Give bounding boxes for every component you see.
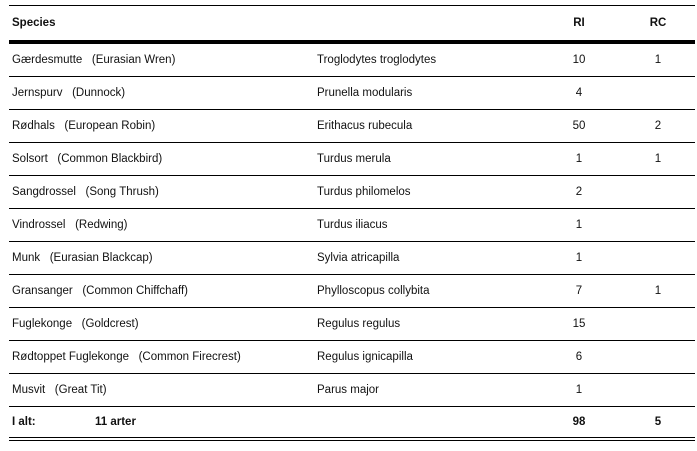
header-ri: RI bbox=[573, 17, 585, 29]
total-rc: 5 bbox=[654, 416, 662, 428]
header-species: Species bbox=[12, 17, 56, 29]
rc-value bbox=[629, 374, 687, 406]
rc-value bbox=[629, 242, 687, 274]
table-header bbox=[9, 6, 695, 44]
common-name: Sangdrossel (Song Thrush) bbox=[12, 186, 159, 198]
common-name: Rødtoppet Fuglekonge (Common Firecrest) bbox=[12, 351, 241, 363]
ri-value: 1 bbox=[575, 384, 583, 396]
rc-value bbox=[629, 77, 687, 109]
rc-value bbox=[629, 209, 687, 241]
table-row bbox=[9, 110, 695, 143]
common-name: Rødhals (European Robin) bbox=[12, 120, 156, 132]
total-ri: 98 bbox=[572, 416, 586, 428]
common-name: Fuglekonge (Goldcrest) bbox=[12, 318, 139, 330]
latin-name: Turdus philomelos bbox=[317, 186, 411, 198]
ri-value: 15 bbox=[572, 318, 586, 330]
latin-name: Prunella modularis bbox=[317, 87, 413, 99]
common-name: Gærdesmutte (Eurasian Wren) bbox=[12, 54, 176, 66]
table-row bbox=[9, 176, 695, 209]
rc-value bbox=[629, 308, 687, 340]
latin-name: Regulus regulus bbox=[317, 318, 401, 330]
ri-value: 1 bbox=[575, 219, 583, 231]
table-row bbox=[9, 275, 695, 308]
rc-value bbox=[629, 341, 687, 373]
rc-value: 1 bbox=[654, 153, 662, 165]
common-name: Solsort (Common Blackbird) bbox=[12, 153, 163, 165]
ri-value: 1 bbox=[575, 153, 583, 165]
ri-value: 7 bbox=[575, 285, 583, 297]
common-name: Musvit (Great Tit) bbox=[12, 384, 107, 396]
table-row bbox=[9, 374, 695, 407]
rc-value bbox=[629, 176, 687, 208]
latin-name: Sylvia atricapilla bbox=[317, 252, 400, 264]
header-rc: RC bbox=[649, 17, 667, 29]
ri-value: 4 bbox=[575, 87, 583, 99]
table-row bbox=[9, 242, 695, 275]
latin-name: Troglodytes troglodytes bbox=[317, 54, 437, 66]
ri-value: 2 bbox=[575, 186, 583, 198]
latin-name: Phylloscopus collybita bbox=[317, 285, 430, 297]
common-name: Jernspurv (Dunnock) bbox=[12, 87, 126, 99]
species-count: 11 arter bbox=[95, 416, 136, 428]
latin-name: Regulus ignicapilla bbox=[317, 351, 413, 363]
common-name: Vindrossel (Redwing) bbox=[12, 219, 128, 231]
latin-name: Parus major bbox=[317, 384, 379, 396]
total-label: I alt: bbox=[12, 416, 36, 428]
table-row bbox=[9, 143, 695, 176]
bottom-rule bbox=[9, 440, 695, 441]
total-row bbox=[9, 407, 695, 438]
species-table bbox=[9, 5, 695, 438]
latin-name: Turdus merula bbox=[317, 153, 391, 165]
ri-value: 50 bbox=[572, 120, 586, 132]
table-row bbox=[9, 341, 695, 374]
common-name: Gransanger (Common Chiffchaff) bbox=[12, 285, 188, 297]
latin-name: Erithacus rubecula bbox=[317, 120, 413, 132]
rc-value: 2 bbox=[654, 120, 662, 132]
ri-value: 1 bbox=[575, 252, 583, 264]
rc-value: 1 bbox=[654, 285, 662, 297]
rc-value: 1 bbox=[654, 54, 662, 66]
ri-value: 10 bbox=[572, 54, 586, 66]
ri-value: 6 bbox=[575, 351, 583, 363]
common-name: Munk (Eurasian Blackcap) bbox=[12, 252, 153, 264]
table-row bbox=[9, 44, 695, 77]
table-row bbox=[9, 77, 695, 110]
table-row bbox=[9, 209, 695, 242]
latin-name: Turdus iliacus bbox=[317, 219, 388, 231]
table-row bbox=[9, 308, 695, 341]
